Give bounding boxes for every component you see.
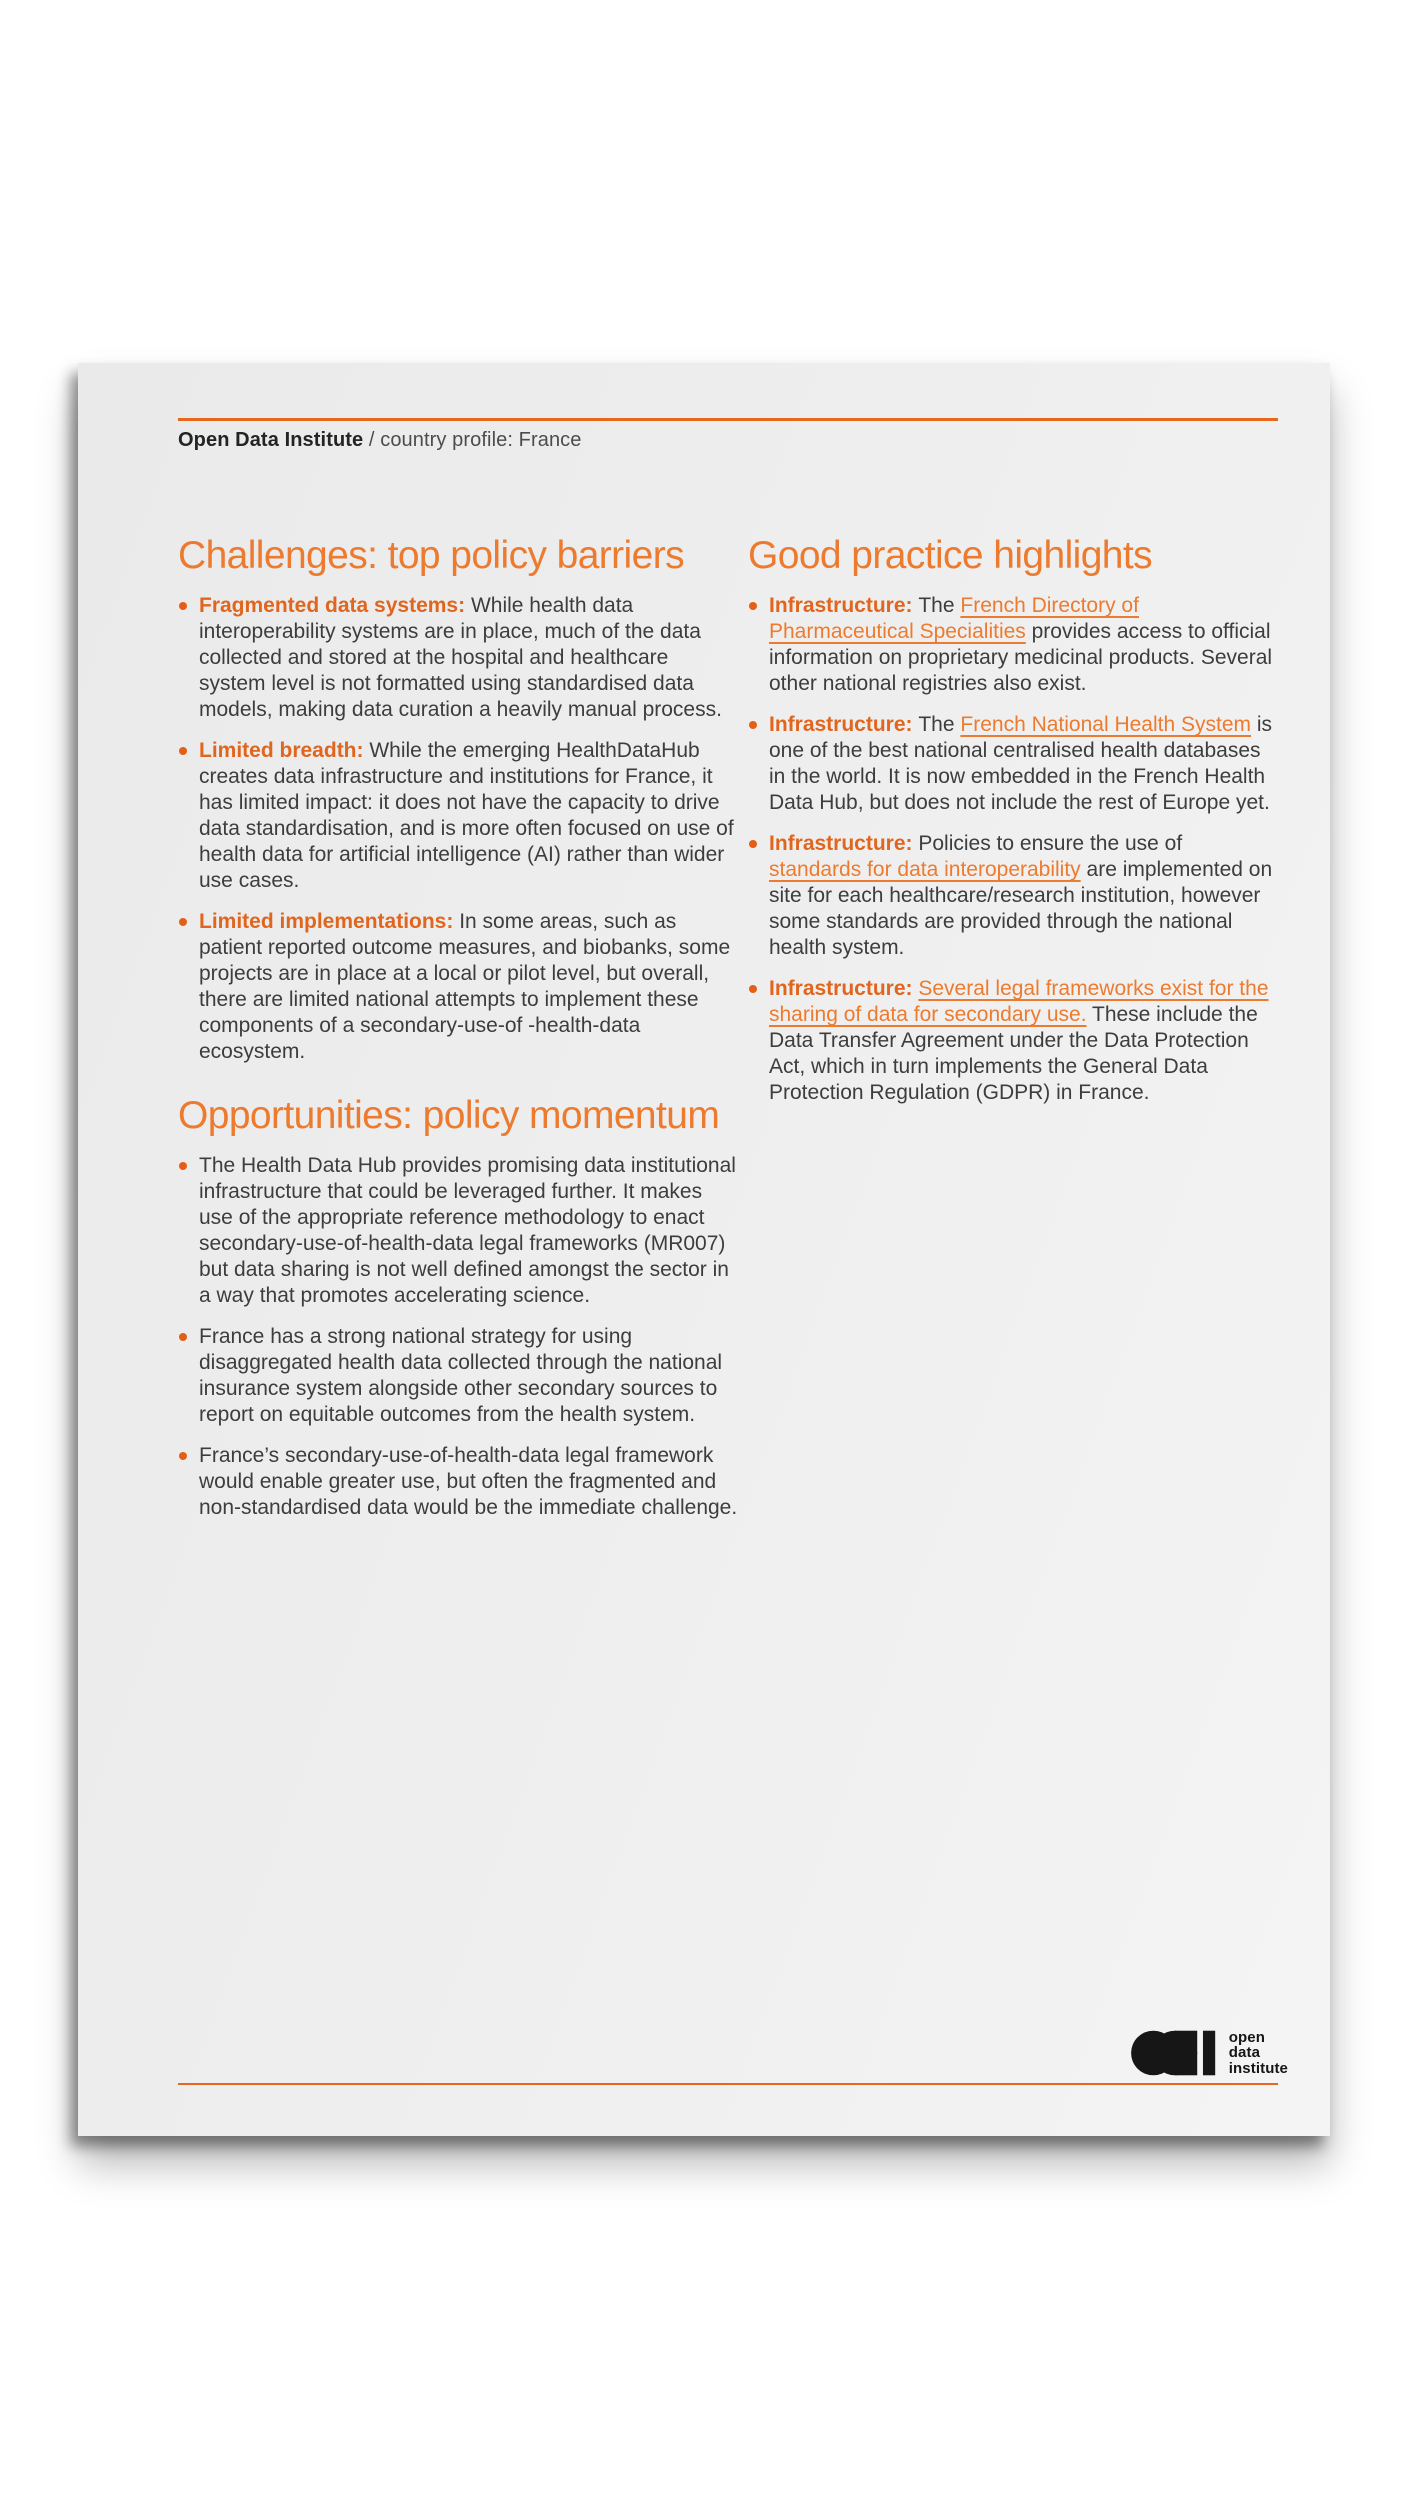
bullet-paragraph xyxy=(199,1153,738,1309)
bullet-body-text: provides access to official information on proprietary medicinal products. Several other national registries also exist. xyxy=(769,620,1273,696)
bullet-lead-text: Limited implementations: xyxy=(199,910,460,934)
header-subtitle: / country profile: France xyxy=(363,429,582,451)
section-title: Opportunities: policy momentum xyxy=(178,1094,720,1138)
section-title: Good practice highlights xyxy=(748,534,1153,577)
bullet-body-text: The xyxy=(918,713,961,737)
bullet-dot-icon xyxy=(179,602,187,610)
bullet-lead-text: Infrastructure: xyxy=(769,832,919,856)
inline-link[interactable]: French National Health System xyxy=(960,713,1252,737)
bullet-body-text: In some areas, such as patient reported outcome measures, and biobanks, some projects are in place at a local or pilot level, but overall, there are limited national attempts to implement these components of a secondary-use-of -health-data ecosystem. xyxy=(199,910,731,1064)
odi-logo-text xyxy=(1229,2030,1288,2077)
bullet-item xyxy=(748,831,1278,961)
bullet-dot-icon xyxy=(179,918,187,926)
bullet-body-text: Policies to ensure the use of xyxy=(918,832,1183,856)
page-header xyxy=(178,429,582,452)
bullet-body-text: These include the Data Transfer Agreement under the Data Protection Act, which in turn implements the General Data Protection Regulation (GDPR) in France. xyxy=(769,1003,1258,1105)
bullet-dot-icon xyxy=(749,840,757,848)
bullet-item xyxy=(748,712,1278,816)
inline-link[interactable]: Several legal frameworks exist for the sharing of data for secondary use. xyxy=(769,977,1269,1027)
bullet-body-text: France’s secondary-use-of-health-data legal framework would enable greater use, but often the fragmented and non-standardised data would be the immediate challenge. xyxy=(199,1444,738,1520)
odi-logo-icon xyxy=(1131,2030,1216,2076)
bullet-paragraph xyxy=(199,738,738,894)
inline-link[interactable]: French Directory of Pharmaceutical Specialities xyxy=(769,594,1139,644)
bullet-item xyxy=(178,1443,738,1521)
bullet-paragraph xyxy=(769,712,1278,816)
bullet-paragraph xyxy=(769,976,1278,1106)
bullet-dot-icon xyxy=(179,747,187,755)
bullet-item xyxy=(178,738,738,894)
column-left xyxy=(178,535,738,1536)
bullet-dot-icon xyxy=(749,985,757,993)
odi-logo-text-line: data xyxy=(1228,2044,1261,2061)
bullet-paragraph xyxy=(769,593,1278,697)
bullet-list xyxy=(748,593,1278,1106)
odi-logo xyxy=(1131,2030,1288,2077)
bullet-lead-text: Limited breadth: xyxy=(199,739,370,763)
bullet-paragraph xyxy=(199,1324,738,1428)
odi-logo-text-line: institute xyxy=(1228,2059,1288,2077)
odi-logo-text-line: open xyxy=(1228,2028,1265,2046)
bullet-paragraph xyxy=(199,593,738,723)
bullet-dot-icon xyxy=(179,1452,187,1460)
bullet-body-text: The Health Data Hub provides promising data institutional infrastructure that could be leveraged further. It makes use of the appropriate reference methodology to enact secondary-use-of-health-data legal frameworks (MR007) but data sharing is not well defined amongst the sector in a way that promotes accelerating science. xyxy=(199,1154,736,1308)
bullet-body-text: While health data interoperability systems are in place, much of the data collected and stored at the hospital and healthcare system level is not formatted using standardised data models, making data curation a heavily manual process. xyxy=(199,594,722,722)
bullet-dot-icon xyxy=(749,602,757,610)
bullet-lead-text: Infrastructure: xyxy=(769,594,919,618)
bullet-item xyxy=(178,1324,738,1428)
column-right xyxy=(748,535,1278,1536)
bullet-item xyxy=(178,1153,738,1309)
bullet-dot-icon xyxy=(179,1162,187,1170)
bullet-lead-text: Infrastructure: xyxy=(769,977,919,1001)
bullet-paragraph xyxy=(199,1443,738,1521)
bullet-list xyxy=(178,593,738,1065)
bullet-list xyxy=(178,1153,738,1521)
bullet-item xyxy=(748,593,1278,697)
bullet-body-text: is one of the best national centralised health databases in the world. It is now embedded in the French Health Data Hub, but does not include the rest of Europe yet. xyxy=(769,713,1273,815)
bullet-lead-text: Infrastructure: xyxy=(769,713,919,737)
header-rule xyxy=(178,418,1278,421)
bullet-paragraph xyxy=(769,831,1278,961)
report-page xyxy=(78,363,1330,2136)
bullet-lead-text: Fragmented data systems: xyxy=(199,594,471,618)
bullet-dot-icon xyxy=(749,721,757,729)
content-columns xyxy=(178,535,1278,1536)
inline-link[interactable]: standards for data interoperability xyxy=(769,858,1081,882)
footer-rule xyxy=(178,2083,1278,2085)
bullet-item xyxy=(748,976,1278,1106)
bullet-body-text: are implemented on site for each healthcare/research institution, however some standards are provided through the national health system. xyxy=(769,858,1273,960)
bullet-body-text: While the emerging HealthDataHub creates data infrastructure and institutions for France, it has limited impact: it does not have the capacity to drive data standardisation, and is more often focused on use of health data for artificial intelligence (AI) rather than wider use cases. xyxy=(199,739,734,893)
bullet-item xyxy=(178,909,738,1065)
section-title: Challenges: top policy barriers xyxy=(178,534,684,577)
bullet-paragraph xyxy=(199,909,738,1065)
header-brand: Open Data Institute xyxy=(178,429,364,451)
bullet-dot-icon xyxy=(179,1333,187,1341)
bullet-item xyxy=(178,593,738,723)
bullet-body-text: France has a strong national strategy for using disaggregated health data collected through the national insurance system alongside other secondary sources to report on equitable outcomes from the health system. xyxy=(199,1325,723,1427)
bullet-body-text: The xyxy=(918,594,961,618)
